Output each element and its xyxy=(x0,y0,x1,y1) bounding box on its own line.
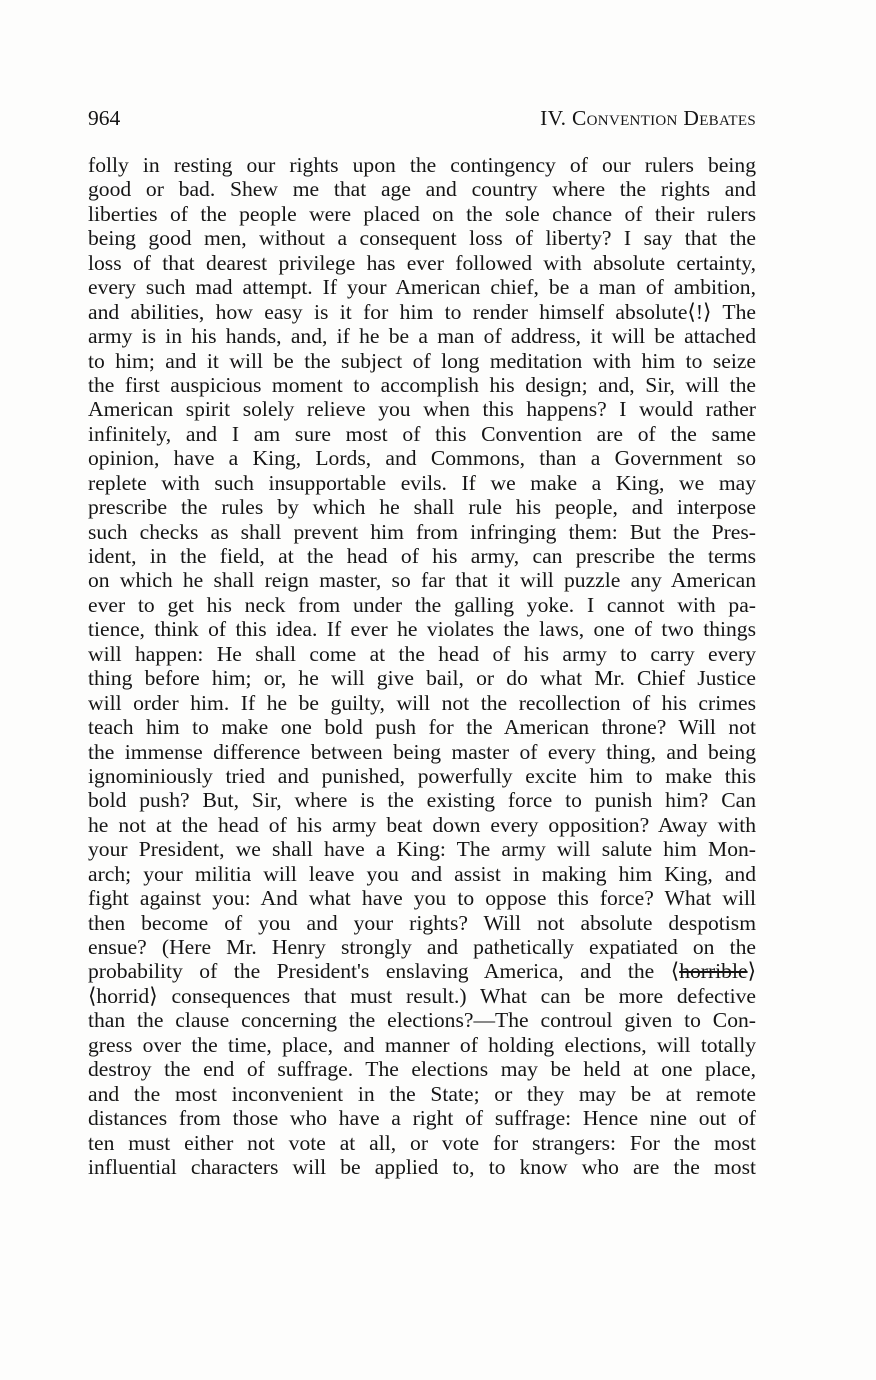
text-line: good or bad. Shew me that age and country where the rights and xyxy=(88,177,756,202)
text-line: ever to get his neck from under the galling yoke. I cannot with pa- xyxy=(88,592,756,617)
text-fragment: probability of the President's enslaving America, and the ⟨ xyxy=(88,959,680,984)
text-line: prescribe the rules by which he shall rule his people, and interpose xyxy=(88,495,756,520)
text-line: your President, we shall have a King: The army will salute him Mon- xyxy=(88,837,756,862)
text-line: fight against you: And what have you to oppose this force? What will xyxy=(88,886,756,911)
text-line: destroy the end of suffrage. The elections may be held at one place, xyxy=(88,1057,756,1082)
text-line: distances from those who have a right of suffrage: Hence nine out of xyxy=(88,1106,756,1131)
text-line: and the most inconvenient in the State; or they may be at remote xyxy=(88,1081,756,1106)
text-line: army is in his hands, and, if he be a man of address, it will be attached xyxy=(88,324,756,349)
text-line: infinitely, and I am sure most of this Convention are of the same xyxy=(88,421,756,446)
text-line: ten must either not vote at all, or vote for strangers: For the most xyxy=(88,1130,756,1155)
text-line: then become of you and your rights? Will not absolute despotism xyxy=(88,910,756,935)
text-line: tience, think of this idea. If ever he violates the laws, one of two things xyxy=(88,617,756,642)
text-line: and abilities, how easy is it for him to render himself absolute⟨!⟩ The xyxy=(88,299,756,324)
page-number: 964 xyxy=(88,106,121,130)
text-line: American spirit solely relieve you when this happens? I would rather xyxy=(88,397,756,422)
text-line: gress over the time, place, and manner of holding elections, will totally xyxy=(88,1032,756,1057)
text-line: influential characters will be applied to, to know who are the most xyxy=(88,1154,756,1179)
text-line: liberties of the people were placed on the sole chance of their rulers xyxy=(88,201,756,226)
text-line: he not at the head of his army beat down every opposition? Away with xyxy=(88,812,756,837)
text-line: opinion, have a King, Lords, and Commons, than a Government so xyxy=(88,446,756,471)
text-line: on which he shall reign master, so far that it will puzzle any American xyxy=(88,568,756,593)
text-line-with-strikethrough xyxy=(88,959,756,983)
text-fragment: ⟩ xyxy=(747,959,756,984)
text-line: loss of that dearest privilege has ever followed with absolute certainty, xyxy=(88,250,756,275)
text-line: thing before him; or, he will give bail, or do what Mr. Chief Justice xyxy=(88,666,756,691)
text-line: bold push? But, Sir, where is the existing force to punish him? Can xyxy=(88,788,756,813)
text-line: ⟨horrid⟩ consequences that must result.) What can be more defective xyxy=(88,983,756,1008)
text-line: than the clause concerning the elections?—The controul given to Con- xyxy=(88,1008,756,1033)
text-line: the first auspicious moment to accomplish his design; and, Sir, will the xyxy=(88,372,756,397)
text-line: being good men, without a consequent loss of liberty? I say that the xyxy=(88,226,756,251)
text-line: such checks as shall prevent him from infringing them: But the Pres- xyxy=(88,519,756,544)
text-line: to him; and it will be the subject of long meditation with him to seize xyxy=(88,348,756,373)
text-block-after xyxy=(88,984,756,1180)
text-line: every such mad attempt. If your American chief, be a man of ambition, xyxy=(88,275,756,300)
text-block-before xyxy=(88,153,756,959)
text-line: folly in resting our rights upon the contingency of our rulers being xyxy=(88,153,756,177)
text-line: will order him. If he be guilty, will not the recollection of his crimes xyxy=(88,690,756,715)
running-head xyxy=(88,106,756,138)
text-line: the immense difference between being master of every thing, and being xyxy=(88,739,756,764)
text-line: ignominiously tried and punished, powerfully excite him to make this xyxy=(88,763,756,788)
text-line: will happen: He shall come at the head of his army to carry every xyxy=(88,641,756,666)
text-line: replete with such insupportable evils. If we make a King, we may xyxy=(88,470,756,495)
body-text xyxy=(88,153,756,1179)
text-line: ensue? (Here Mr. Henry strongly and pathetically expatiated on the xyxy=(88,935,756,959)
text-line: arch; your militia will leave you and assist in making him King, and xyxy=(88,861,756,886)
struck-word: horrible xyxy=(679,959,748,984)
text-line: ident, in the field, at the head of his army, can prescribe the terms xyxy=(88,544,756,568)
section-title: IV. Convention Debates xyxy=(540,106,756,130)
text-line: teach him to make one bold push for the American throne? Will not xyxy=(88,715,756,740)
